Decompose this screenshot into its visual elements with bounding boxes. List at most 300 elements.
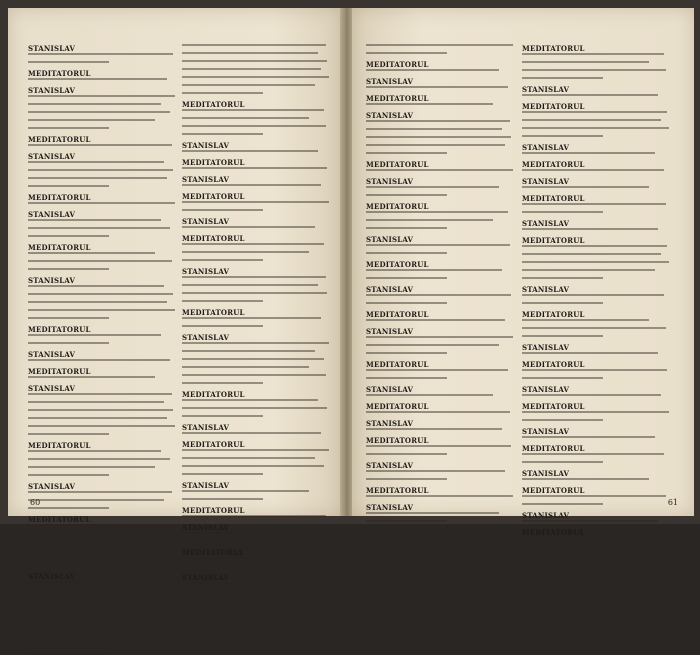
speaker-name: STANISLAV	[182, 217, 230, 226]
text-line	[28, 95, 175, 97]
speaker-name: STANISLAV	[28, 276, 76, 285]
text-line	[182, 133, 263, 135]
dialogue-turn	[28, 152, 176, 187]
text-line	[522, 327, 666, 329]
text-line	[28, 507, 109, 509]
text-line	[28, 556, 170, 558]
text-line	[28, 548, 161, 550]
speaker-name: MEDITATORUL	[366, 486, 429, 495]
speaker-name: MEDITATORUL	[522, 236, 585, 245]
speaker-name: STANISLAV	[522, 343, 570, 352]
speaker-name: MEDITATORUL	[28, 441, 91, 450]
dialogue-turn	[522, 444, 670, 463]
text-line	[28, 359, 170, 361]
speaker-name: STANISLAV	[522, 219, 570, 228]
dialogue-turn	[182, 506, 330, 517]
text-line	[182, 325, 263, 327]
text-line	[522, 419, 603, 421]
text-line	[366, 144, 505, 146]
text-line	[366, 453, 447, 455]
text-line	[28, 597, 164, 599]
speaker-name: MEDITATORUL	[28, 325, 91, 334]
dialogue-turn	[366, 310, 514, 321]
dialogue-turn	[182, 308, 330, 327]
text-line	[28, 409, 173, 411]
text-line	[28, 491, 172, 493]
text-line	[28, 119, 155, 121]
dialogue-turn	[522, 402, 670, 421]
text-line	[182, 432, 321, 434]
page-left	[8, 8, 342, 582]
text-line	[182, 243, 324, 245]
speaker-name: STANISLAV	[366, 461, 414, 470]
text-line	[28, 433, 109, 435]
dialogue-turn	[28, 515, 176, 566]
page-number: 60	[30, 498, 41, 507]
text-line	[366, 470, 505, 472]
text-line	[522, 111, 667, 113]
text-line	[182, 382, 263, 384]
text-line	[182, 457, 315, 459]
text-line	[522, 520, 658, 522]
speaker-name: MEDITATORUL	[182, 390, 245, 399]
text-line	[366, 44, 513, 46]
text-line	[366, 428, 502, 430]
dialogue-turn	[28, 44, 176, 63]
speaker-name: STANISLAV	[28, 210, 76, 219]
text-line	[182, 201, 329, 203]
speaker-name: STANISLAV	[182, 175, 230, 184]
dialogue-turn	[366, 503, 514, 522]
text-line	[522, 394, 661, 396]
dialogue-turn	[182, 141, 330, 152]
text-line	[182, 366, 309, 368]
speaker-name: MEDITATORUL	[182, 192, 245, 201]
text-line	[522, 436, 655, 438]
text-line	[28, 499, 164, 501]
dialogue-turn	[366, 461, 514, 480]
dialogue-turn	[28, 325, 176, 344]
text-line	[522, 228, 658, 230]
speaker-name: MEDITATORUL	[28, 515, 91, 524]
speaker-name: STANISLAV	[522, 143, 570, 152]
text-line	[366, 169, 513, 171]
text-line	[366, 152, 447, 154]
dialogue-turn	[522, 219, 670, 230]
dialogue-turn	[366, 160, 514, 171]
text-line	[366, 227, 447, 229]
text-line	[182, 358, 324, 360]
text-column	[366, 44, 514, 512]
text-line	[28, 235, 109, 237]
dialogue-turn	[522, 177, 670, 188]
text-line	[522, 545, 603, 547]
speaker-name: MEDITATORUL	[366, 94, 429, 103]
text-line	[28, 317, 109, 319]
text-line	[522, 53, 664, 55]
speaker-name: STANISLAV	[182, 573, 230, 582]
text-line	[366, 69, 499, 71]
text-line	[522, 335, 603, 337]
dialogue-turn	[522, 194, 670, 213]
text-line	[522, 302, 603, 304]
dialogue-turn	[28, 441, 176, 476]
text-line	[28, 252, 155, 254]
speaker-name: STANISLAV	[522, 177, 570, 186]
dialogue-turn	[366, 285, 514, 304]
speaker-name: MEDITATORUL	[522, 310, 585, 319]
text-line	[522, 127, 669, 129]
text-line	[366, 103, 493, 105]
text-line	[182, 52, 318, 54]
text-line	[366, 445, 511, 447]
text-line	[182, 540, 263, 542]
speaker-name: STANISLAV	[182, 333, 230, 342]
text-line	[28, 268, 109, 270]
speaker-name: STANISLAV	[28, 482, 76, 491]
speaker-name: MEDITATORUL	[182, 234, 245, 243]
text-line	[182, 415, 263, 417]
dialogue-turn	[28, 135, 176, 146]
speaker-name: MEDITATORUL	[522, 102, 585, 111]
text-line	[28, 342, 109, 344]
text-line	[366, 302, 447, 304]
text-line	[522, 478, 649, 480]
dialogue-turn	[366, 419, 514, 430]
dialogue-turn	[182, 217, 330, 228]
text-line	[182, 259, 263, 261]
dialogue-turn	[28, 350, 176, 361]
text-line	[28, 466, 155, 468]
text-line	[366, 120, 510, 122]
speaker-name: MEDITATORUL	[366, 260, 429, 269]
text-line	[28, 532, 167, 534]
dialogue-turn	[366, 486, 514, 497]
dialogue-turn	[182, 234, 330, 261]
dialogue-turn	[522, 511, 670, 522]
text-line	[28, 285, 164, 287]
text-line	[182, 399, 318, 401]
text-line	[182, 109, 324, 111]
speaker-name: MEDITATORUL	[522, 402, 585, 411]
speaker-name: STANISLAV	[366, 111, 414, 120]
text-line	[366, 244, 510, 246]
speaker-name: STANISLAV	[28, 152, 76, 161]
dialogue-turn	[522, 285, 670, 304]
dialogue-turn	[366, 360, 514, 379]
text-line	[28, 78, 167, 80]
text-line	[522, 319, 649, 321]
dialogue-turn	[28, 482, 176, 509]
dialogue-turn	[366, 44, 514, 54]
text-line	[28, 450, 161, 452]
speaker-name: MEDITATORUL	[28, 367, 91, 376]
speaker-name: STANISLAV	[522, 85, 570, 94]
text-line	[28, 103, 161, 105]
text-line	[28, 605, 173, 607]
text-line	[28, 61, 109, 63]
speaker-name: STANISLAV	[182, 141, 230, 150]
text-line	[522, 253, 661, 255]
text-line	[182, 167, 327, 169]
text-line	[28, 458, 170, 460]
text-line	[366, 52, 447, 54]
text-line	[182, 590, 263, 592]
text-line	[522, 69, 666, 71]
text-line	[366, 136, 511, 138]
speaker-name: STANISLAV	[366, 385, 414, 394]
dialogue-turn	[182, 548, 330, 567]
text-column	[182, 44, 330, 582]
text-column	[522, 44, 670, 537]
text-line	[28, 144, 172, 146]
text-line	[522, 294, 664, 296]
text-line	[28, 589, 172, 591]
dialogue-turn	[522, 85, 670, 96]
text-line	[28, 524, 173, 526]
text-line	[182, 374, 326, 376]
dialogue-turn	[182, 440, 330, 475]
speaker-name: STANISLAV	[28, 350, 76, 359]
text-line	[182, 184, 321, 186]
dialogue-turn	[182, 175, 330, 186]
text-line	[366, 194, 447, 196]
dialogue-turn	[522, 486, 670, 505]
speaker-name: MEDITATORUL	[182, 440, 245, 449]
dialogue-turn	[366, 385, 514, 396]
text-line	[182, 350, 315, 352]
text-line	[28, 334, 161, 336]
speaker-name: MEDITATORUL	[522, 44, 585, 53]
text-line	[522, 277, 603, 279]
dialogue-turn	[182, 390, 330, 417]
dialogue-turn	[182, 44, 330, 94]
dialogue-turn	[28, 193, 176, 204]
text-line	[366, 269, 502, 271]
text-line	[522, 503, 603, 505]
page-right	[352, 8, 694, 537]
text-line	[182, 84, 315, 86]
speaker-name: MEDITATORUL	[182, 308, 245, 317]
text-line	[182, 226, 315, 228]
text-line	[28, 393, 172, 395]
dialogue-turn	[522, 143, 670, 154]
text-line	[522, 537, 667, 539]
text-line	[28, 219, 161, 221]
speaker-name: MEDITATORUL	[366, 436, 429, 445]
text-line	[522, 269, 655, 271]
dialogue-turn	[522, 160, 670, 171]
speaker-name: MEDITATORUL	[522, 194, 585, 203]
speaker-name: STANISLAV	[182, 481, 230, 490]
speaker-name: MEDITATORUL	[28, 69, 91, 78]
text-line	[28, 637, 170, 639]
page-number: 61	[667, 498, 678, 507]
speaker-name: MEDITATORUL	[522, 486, 585, 495]
text-line	[366, 478, 447, 480]
speaker-name: MEDITATORUL	[366, 60, 429, 69]
dialogue-turn	[366, 60, 514, 71]
text-line	[182, 473, 263, 475]
text-line	[182, 68, 321, 70]
text-line	[28, 127, 109, 129]
dialogue-turn	[182, 573, 330, 592]
text-line	[522, 461, 603, 463]
dialogue-turn	[366, 94, 514, 105]
speaker-name: STANISLAV	[366, 503, 414, 512]
dialogue-turn	[366, 111, 514, 154]
speaker-name: MEDITATORUL	[182, 548, 245, 557]
dialogue-turn	[366, 77, 514, 88]
text-line	[522, 203, 666, 205]
dialogue-turn	[182, 333, 330, 384]
speaker-name: STANISLAV	[366, 235, 414, 244]
text-line	[28, 474, 109, 476]
dialogue-turn	[28, 384, 176, 435]
speaker-name: MEDITATORUL	[182, 158, 245, 167]
text-line	[28, 185, 109, 187]
text-line	[28, 169, 173, 171]
dialogue-turn	[522, 427, 670, 438]
text-line	[182, 515, 326, 517]
speaker-name: STANISLAV	[522, 469, 570, 478]
text-line	[366, 495, 513, 497]
text-line	[366, 411, 510, 413]
text-line	[366, 377, 447, 379]
text-line	[28, 202, 175, 204]
dialogue-turn	[366, 436, 514, 455]
text-line	[366, 512, 499, 514]
speaker-name: STANISLAV	[366, 327, 414, 336]
speaker-name: STANISLAV	[182, 523, 230, 532]
text-line	[28, 645, 155, 647]
dialogue-turn	[366, 235, 514, 254]
dialogue-turn	[28, 276, 176, 319]
text-line	[522, 261, 669, 263]
dialogue-turn	[522, 469, 670, 480]
dialogue-turn	[366, 177, 514, 196]
text-line	[28, 53, 173, 55]
text-line	[366, 344, 499, 346]
text-line	[182, 292, 327, 294]
text-line	[522, 61, 649, 63]
speaker-name: MEDITATORUL	[522, 444, 585, 453]
text-line	[28, 581, 155, 583]
dialogue-turn	[522, 385, 670, 396]
dialogue-turn	[28, 367, 176, 378]
dialogue-turn	[522, 44, 670, 79]
dialogue-turn	[28, 210, 176, 237]
speaker-name: MEDITATORUL	[28, 135, 91, 144]
speaker-name: MEDITATORUL	[366, 360, 429, 369]
text-line	[522, 169, 664, 171]
speaker-name: STANISLAV	[522, 511, 570, 520]
text-line	[182, 465, 324, 467]
text-line	[182, 209, 263, 211]
text-line	[28, 227, 170, 229]
text-line	[522, 94, 658, 96]
speaker-name: MEDITATORUL	[522, 360, 585, 369]
speaker-name: STANISLAV	[28, 86, 76, 95]
speaker-name: STANISLAV	[182, 267, 230, 276]
text-line	[28, 111, 170, 113]
text-line	[522, 77, 603, 79]
text-line	[182, 532, 318, 534]
text-line	[182, 251, 309, 253]
text-line	[366, 211, 508, 213]
text-line	[28, 301, 167, 303]
text-line	[522, 119, 661, 121]
dialogue-turn	[522, 360, 670, 379]
text-line	[182, 565, 263, 567]
text-line	[28, 376, 155, 378]
text-line	[182, 557, 327, 559]
text-line	[182, 76, 329, 78]
text-line	[182, 317, 321, 319]
dialogue-turn	[28, 572, 176, 655]
dialogue-turn	[182, 523, 330, 542]
speaker-name: MEDITATORUL	[522, 160, 585, 169]
text-line	[182, 92, 263, 94]
text-line	[28, 293, 173, 295]
text-line	[522, 352, 658, 354]
text-line	[366, 186, 499, 188]
speaker-name: STANISLAV	[522, 427, 570, 436]
text-line	[28, 621, 175, 623]
speaker-name: STANISLAV	[28, 44, 76, 53]
text-line	[28, 564, 109, 566]
dialogue-turn	[522, 310, 670, 337]
dialogue-turn	[182, 267, 330, 302]
dialogue-turn	[28, 69, 176, 80]
speaker-name: STANISLAV	[366, 419, 414, 428]
speaker-name: STANISLAV	[182, 423, 230, 432]
text-line	[366, 520, 447, 522]
text-line	[366, 319, 505, 321]
text-line	[182, 490, 309, 492]
text-line	[522, 211, 603, 213]
text-line	[182, 582, 321, 584]
text-line	[182, 342, 329, 344]
text-line	[366, 394, 493, 396]
text-line	[522, 453, 664, 455]
text-line	[182, 284, 318, 286]
text-line	[522, 411, 669, 413]
dialogue-turn	[28, 86, 176, 129]
text-line	[28, 161, 164, 163]
speaker-name: MEDITATORUL	[522, 528, 585, 537]
text-line	[28, 417, 167, 419]
speaker-name: STANISLAV	[28, 384, 76, 393]
speaker-name: STANISLAV	[522, 285, 570, 294]
speaker-name: MEDITATORUL	[366, 160, 429, 169]
speaker-name: STANISLAV	[366, 77, 414, 86]
speaker-name: MEDITATORUL	[366, 402, 429, 411]
text-line	[182, 449, 329, 451]
dialogue-turn	[522, 343, 670, 354]
text-line	[182, 498, 263, 500]
text-line	[28, 177, 167, 179]
speaker-name: MEDITATORUL	[366, 310, 429, 319]
text-line	[522, 377, 603, 379]
text-line	[522, 186, 649, 188]
text-line	[182, 60, 327, 62]
speaker-name: MEDITATORUL	[366, 202, 429, 211]
speaker-name: STANISLAV	[366, 285, 414, 294]
dialogue-turn	[522, 236, 670, 279]
dialogue-turn	[182, 100, 330, 135]
text-line	[182, 125, 326, 127]
